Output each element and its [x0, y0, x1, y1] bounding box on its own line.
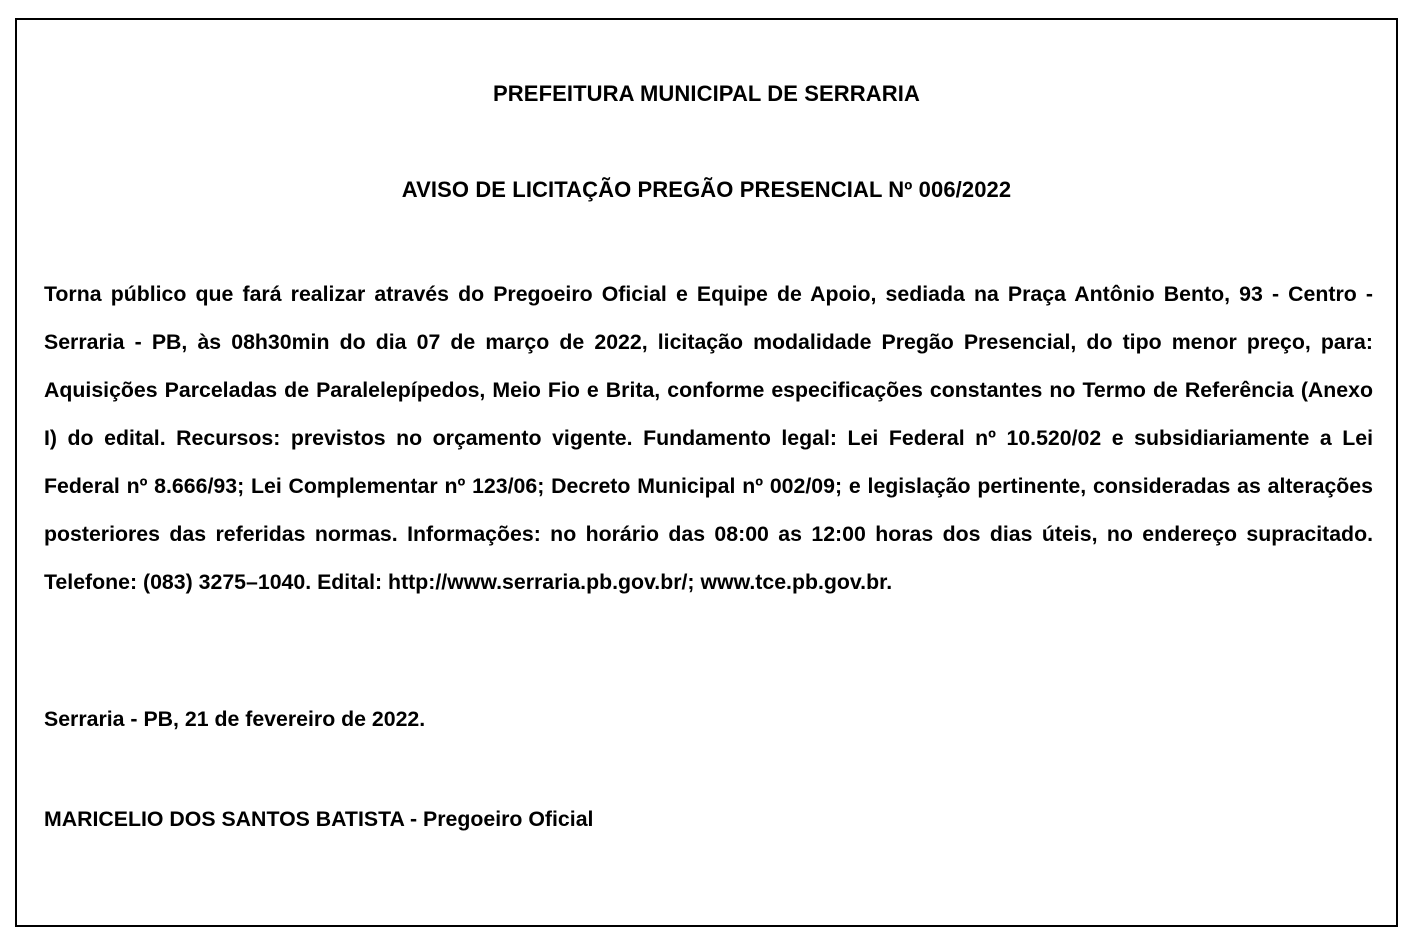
- signatory-separator: -: [404, 807, 424, 831]
- place-date: Serraria - PB, 21 de fevereiro de 2022.: [44, 707, 426, 731]
- signatory-name: MARICELIO DOS SANTOS BATISTA: [44, 807, 405, 831]
- signature-line: [44, 805, 593, 833]
- signatory-role: Pregoeiro Oficial: [423, 807, 594, 831]
- organization-title: PREFEITURA MUNICIPAL DE SERRARIA: [493, 81, 920, 106]
- notice-title: AVISO DE LICITAÇÃO PREGÃO PRESENCIAL Nº 006/2022: [401, 177, 1012, 202]
- notice-body-paragraph: Torna público que fará realizar através do Pregoeiro Oficial e Equipe de Apoio, sediada na Praça Antônio Bento, 93 - Centro - Serraria - PB, às 08h30min do dia 07 de março de 2022, licitação modalidade Pregão Presencial, do tipo menor preço, para: Aquisições Parceladas de Paralelepípedos, Meio Fio e Brita, conforme especificações constantes no Termo de Referência (Anexo I) do edital. Recursos: previstos no orçamento vigente. Fundamento legal: Lei Federal nº 10.520/02 e subsidiariamente a Lei Federal nº 8.666/93; Lei Complementar nº 123/06; Decreto Municipal nº 002/09; e legislação pertinente, consideradas as alterações posteriores das referidas normas. Informações: no horário das 08:00 as 12:00 horas dos dias úteis, no endereço supracitado. Telefone: (083) 3275–1040. Edital: http://www.serraria.pb.gov.br/; www.tce.pb.gov.br.: [44, 282, 1373, 594]
- notice-frame: [15, 18, 1398, 927]
